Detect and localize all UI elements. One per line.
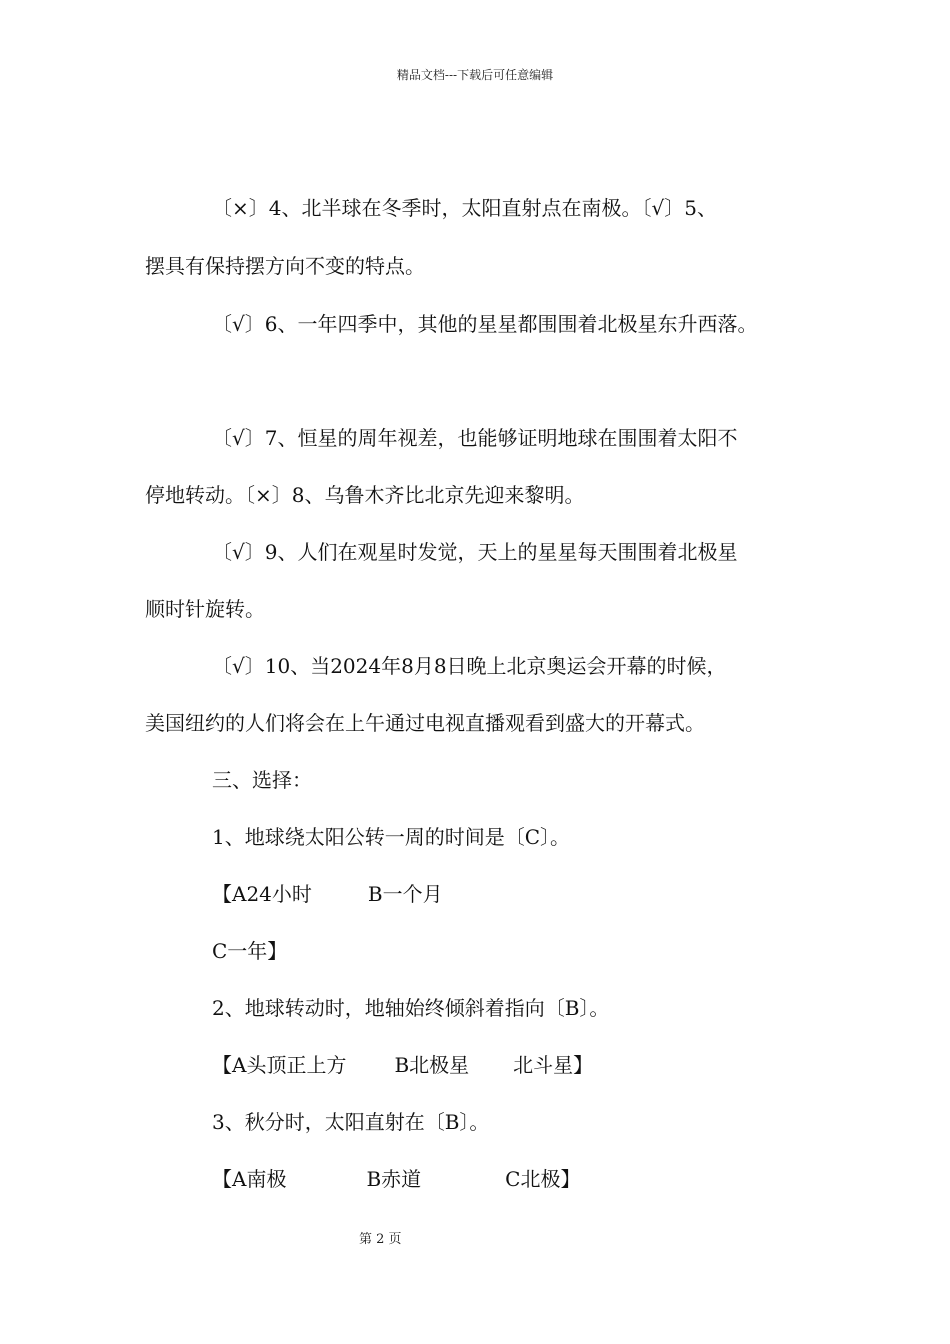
question-1-option-c: C一年】 <box>212 939 288 963</box>
option-a: 【A24小时 <box>212 882 312 906</box>
text-line-8: 〔√〕10、当2024年8月8日晚上北京奥运会开幕的时候， <box>212 654 727 678</box>
option-a: 【A头顶正上方 <box>212 1053 347 1077</box>
question-2: 2、地球转动时，地轴始终倾斜着指向〔B〕。 <box>212 996 610 1020</box>
text-line-1: 〔×〕4、北半球在冬季时，太阳直射点在南极。〔√〕5、 <box>212 196 717 220</box>
question-2-options <box>212 1051 593 1079</box>
question-1-options <box>212 880 443 908</box>
question-1: 1、地球绕太阳公转一周的时间是〔C〕。 <box>212 825 571 849</box>
text-line-5: 停地转动。〔×〕8、乌鲁木齐比北京先迎来黎明。 <box>145 483 585 507</box>
text-line-4: 〔√〕7、恒星的周年视差，也能够证明地球在围围着太阳不 <box>212 426 738 450</box>
text-line-9: 美国纽约的人们将会在上午通过电视直播观看到盛大的开幕式。 <box>145 711 705 735</box>
option-a: 【A南极 <box>212 1167 287 1191</box>
question-3-options <box>212 1165 580 1193</box>
option-b: B北极星 <box>394 1053 470 1077</box>
option-c: C北极】 <box>505 1167 581 1191</box>
text-line-6: 〔√〕9、人们在观星时发觉，天上的星星每天围围着北极星 <box>212 540 738 564</box>
text-line-7: 顺时针旋转。 <box>145 597 265 621</box>
option-b: B赤道 <box>366 1167 422 1191</box>
page-number: 第 2 页 <box>359 1232 402 1247</box>
question-3: 3、秋分时，太阳直射在〔B〕。 <box>212 1110 490 1134</box>
text-line-3: 〔√〕6、一年四季中，其他的星星都围围着北极星东升西落。 <box>212 312 758 336</box>
page-header: 精品文档---下载后可任意编辑 <box>396 68 554 82</box>
text-line-2: 摆具有保持摆方向不变的特点。 <box>145 254 425 278</box>
option-b: B一个月 <box>367 882 443 906</box>
option-c: 北斗星】 <box>513 1053 594 1077</box>
section-heading: 三、选择： <box>212 768 312 792</box>
